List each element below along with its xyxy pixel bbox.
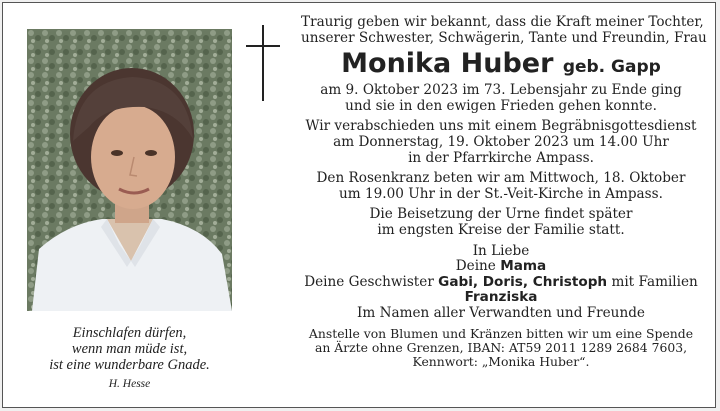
funeral-line: Wir verabschieden uns mit einem Begräbnisgottesdienst [305,118,697,135]
funeral-line: in der Pfarrkirche Ampass. [408,149,594,166]
mama-label: Mama [500,258,547,275]
rosary-line: um 19.00 Uhr in der St.-Veit-Kirche in Ampass. [339,185,663,202]
quote-line: ist eine wunderbare Gnade. [49,357,210,373]
mourner-siblings [301,275,701,291]
funeral-line: am Donnerstag, 19. Oktober 2023 um 14.00 Uhr [333,133,669,150]
death-line: und sie in den ewigen Frieden gehen konnte. [345,97,657,114]
deine-label: Deine [455,258,496,275]
mourner-franziska [301,290,701,306]
quote-author: H. Hesse [108,378,151,390]
quote-line: wenn man müde ist, [71,341,188,357]
deceased-full-name: Monika Huber [341,48,554,80]
siblings-names: Gabi, Doris, Christoph [438,273,608,290]
donation-line: an Ärzte ohne Grenzen, IBAN: AT59 2011 1289 2684 7603, [314,339,688,355]
death-line: am 9. Oktober 2023 im 73. Lebensjahr zu Ende ging [320,82,682,99]
rosary-line: Den Rosenkranz beten wir am Mittwoch, 18. Oktober [316,170,686,187]
urn-line: im engsten Kreise der Familie statt. [377,221,625,238]
quote-line: Einschlafen dürfen, [72,325,187,341]
franziska-name: Franziska [464,289,538,306]
deceased-name [301,48,701,83]
donation-line: Kennwort: „Monika Huber“. [412,353,590,369]
urn-line: Die Beisetzung der Urne findet später [369,206,633,223]
intro-line: Traurig geben wir bekannt, dass die Kraft meiner Tochter, [301,14,704,30]
maiden-name: geb. Gapp [562,57,661,78]
donation-line: Anstelle von Blumen und Kränzen bitten wir um eine Spende [308,325,694,341]
hesse-quote [27,325,232,392]
relatives-line: Im Namen aller Verwandten und Freunde [357,304,645,321]
obituary-card [2,2,716,408]
in-love: In Liebe [472,242,530,259]
intro-line: unserer Schwester, Schwägerin, Tante und Freundin, Frau [301,29,707,46]
siblings-prefix: Deine Geschwister [304,273,434,290]
cross-icon [246,25,280,101]
portrait-photo [27,29,232,311]
mourner-mama [301,259,701,275]
obituary-text [301,14,707,369]
siblings-suffix: mit Familien [611,273,698,290]
